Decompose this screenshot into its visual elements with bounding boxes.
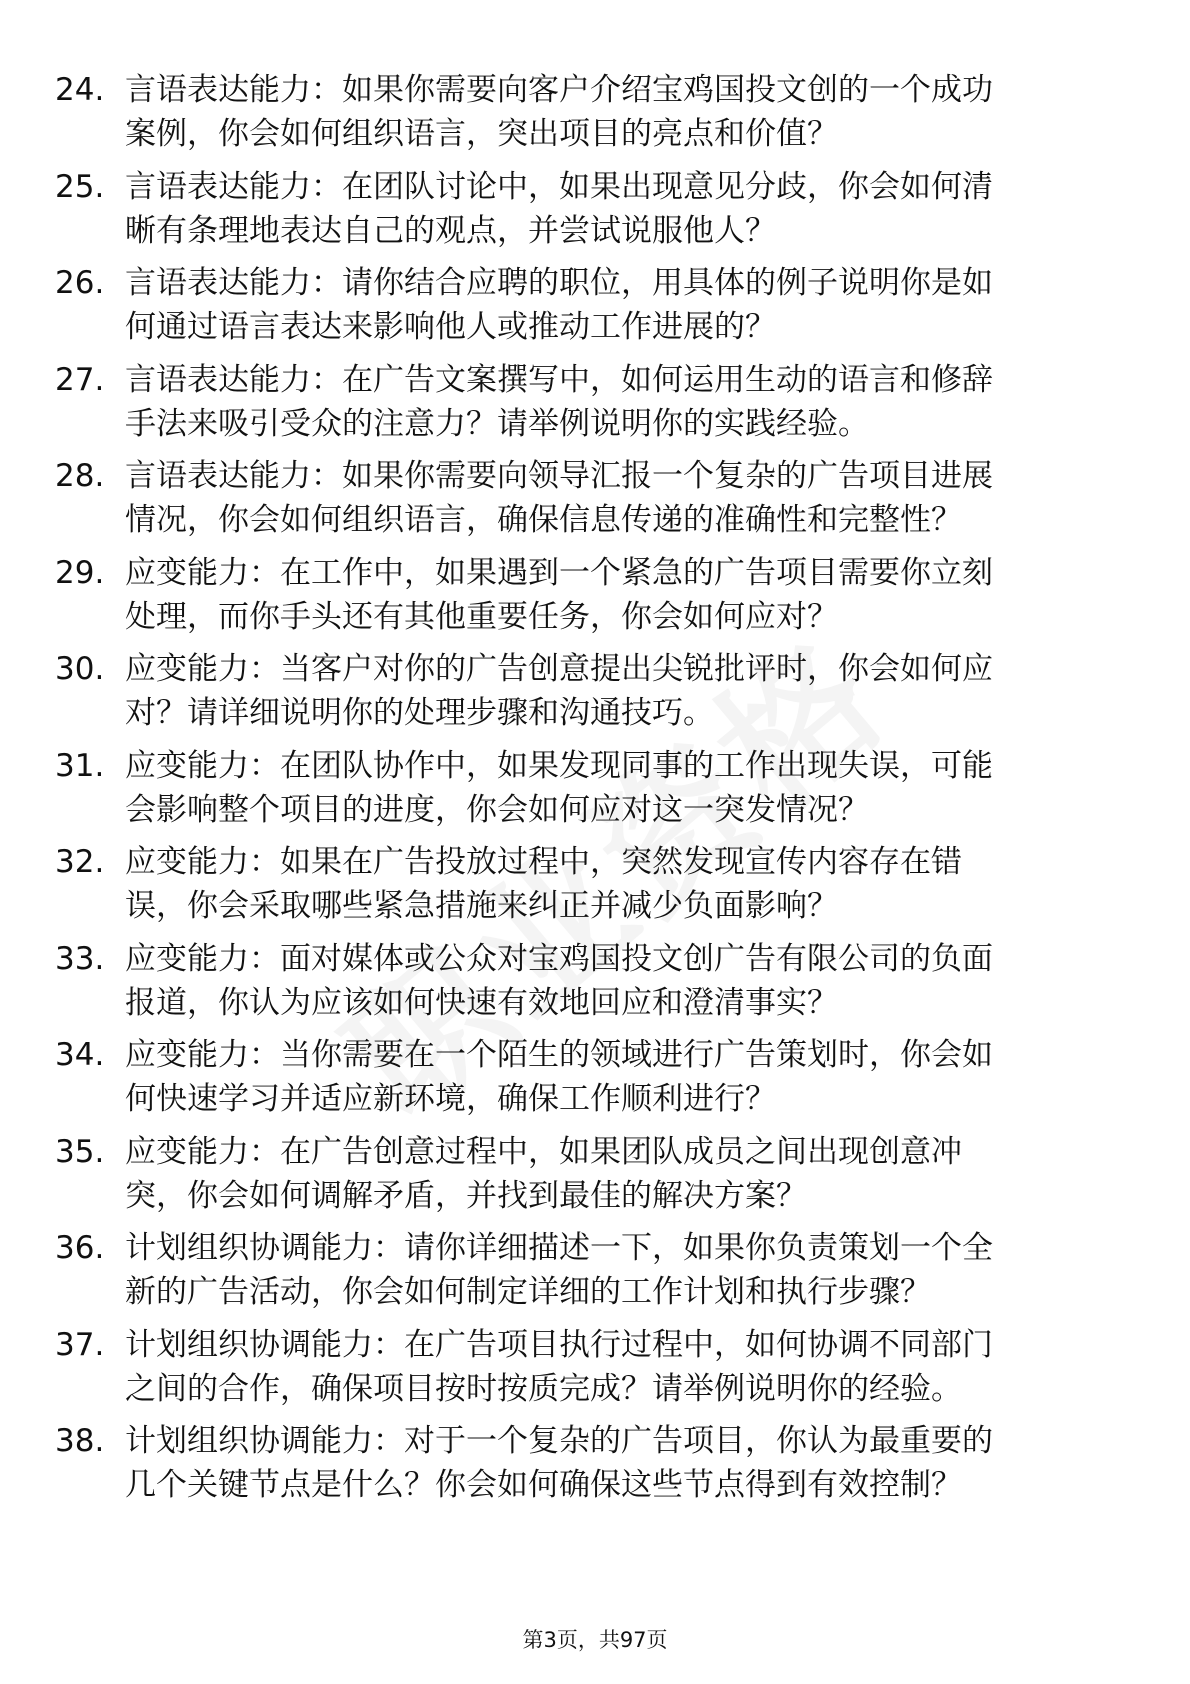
question-text-line: 晰有条理地表达自己的观点，并尝试说服他人？ bbox=[125, 212, 776, 249]
question-item bbox=[55, 744, 1125, 834]
question-number: 36. bbox=[55, 1230, 105, 1266]
question-text-line: 新的广告活动，你会如何制定详细的工作计划和执行步骤？ bbox=[125, 1274, 931, 1310]
question-text-line: 应变能力：当你需要在一个陌生的领域进行广告策划时，你会如 bbox=[125, 1037, 993, 1073]
question-number: 28. bbox=[55, 458, 105, 494]
question-text-line: 应变能力：如果在广告投放过程中，突然发现宣传内容存在错 bbox=[125, 844, 962, 880]
question-text-line: 对？请详细说明你的处理步骤和沟通技巧。 bbox=[125, 695, 714, 731]
question-number: 25. bbox=[55, 168, 105, 205]
question-number: 34. bbox=[55, 1037, 105, 1073]
question-text-line: 应变能力：在广告创意过程中，如果团队成员之间出现创意冲 bbox=[125, 1133, 962, 1170]
question-text bbox=[125, 1033, 1125, 1121]
question-text-line: 计划组织协调能力：在广告项目执行过程中，如何协调不同部门 bbox=[125, 1326, 993, 1363]
question-text bbox=[125, 1419, 1125, 1507]
question-item bbox=[55, 1323, 1125, 1413]
question-text-line: 报道，你认为应该如何快速有效地回应和澄清事实？ bbox=[125, 984, 838, 1021]
question-item bbox=[55, 840, 1125, 930]
page-footer bbox=[0, 1625, 1190, 1655]
question-text bbox=[125, 1130, 1125, 1218]
question-text bbox=[125, 261, 1125, 349]
question-number: 29. bbox=[55, 554, 105, 591]
question-item bbox=[55, 647, 1125, 737]
question-text-line: 应变能力：在团队协作中，如果发现同事的工作出现失误，可能 bbox=[125, 747, 993, 784]
question-number: 24. bbox=[55, 72, 105, 108]
question-text-line: 情况，你会如何组织语言，确保信息传递的准确性和完整性？ bbox=[125, 502, 962, 538]
question-text-line: 几个关键节点是什么？你会如何确保这些节点得到有效控制？ bbox=[125, 1467, 962, 1503]
question-item bbox=[55, 454, 1125, 544]
question-text bbox=[125, 68, 1125, 156]
question-text-line: 言语表达能力：如果你需要向客户介绍宝鸡国投文创的一个成功 bbox=[125, 72, 993, 108]
question-text-line: 应变能力：面对媒体或公众对宝鸡国投文创广告有限公司的负面 bbox=[125, 940, 993, 977]
question-text-line: 言语表达能力：在团队讨论中，如果出现意见分歧，你会如何清 bbox=[125, 168, 993, 205]
question-item bbox=[55, 261, 1125, 351]
question-text bbox=[125, 454, 1125, 542]
question-text-line: 言语表达能力：如果你需要向领导汇报一个复杂的广告项目进展 bbox=[125, 458, 993, 494]
question-text-line: 言语表达能力：请你结合应聘的职位，用具体的例子说明你是如 bbox=[125, 265, 993, 301]
question-text bbox=[125, 358, 1125, 446]
question-text-line: 计划组织协调能力：请你详细描述一下，如果你负责策划一个全 bbox=[125, 1230, 993, 1266]
question-item bbox=[55, 1130, 1125, 1220]
question-text-line: 手法来吸引受众的注意力？请举例说明你的实践经验。 bbox=[125, 405, 869, 442]
question-text-line: 应变能力：在工作中，如果遇到一个紧急的广告项目需要你立刻 bbox=[125, 554, 993, 591]
question-item bbox=[55, 358, 1125, 448]
question-text-line: 处理，而你手头还有其他重要任务，你会如何应对？ bbox=[125, 598, 838, 635]
question-number: 35. bbox=[55, 1133, 105, 1170]
question-number: 30. bbox=[55, 651, 105, 687]
question-number: 32. bbox=[55, 844, 105, 880]
question-text-line: 何快速学习并适应新环境，确保工作顺利进行？ bbox=[125, 1081, 776, 1117]
question-number: 38. bbox=[55, 1423, 105, 1459]
question-text bbox=[125, 1323, 1125, 1411]
question-text-line: 应变能力：当客户对你的广告创意提出尖锐批评时，你会如何应 bbox=[125, 651, 993, 687]
question-text-line: 计划组织协调能力：对于一个复杂的广告项目，你认为最重要的 bbox=[125, 1423, 993, 1459]
question-number: 27. bbox=[55, 361, 105, 398]
question-item bbox=[55, 165, 1125, 255]
question-item bbox=[55, 68, 1125, 158]
question-item bbox=[55, 937, 1125, 1027]
question-text bbox=[125, 551, 1125, 639]
question-text-line: 案例，你会如何组织语言，突出项目的亮点和价值？ bbox=[125, 116, 838, 152]
question-text-line: 何通过语言表达来影响他人或推动工作进展的？ bbox=[125, 309, 776, 345]
question-text-line: 突，你会如何调解矛盾，并找到最佳的解决方案？ bbox=[125, 1177, 807, 1214]
question-text bbox=[125, 937, 1125, 1025]
question-number: 37. bbox=[55, 1326, 105, 1363]
question-text bbox=[125, 165, 1125, 253]
question-item bbox=[55, 551, 1125, 641]
question-number: 31. bbox=[55, 747, 105, 784]
question-text-line: 误，你会采取哪些紧急措施来纠正并减少负面影响？ bbox=[125, 888, 838, 924]
question-number: 33. bbox=[55, 940, 105, 977]
question-item bbox=[55, 1033, 1125, 1123]
question-text-line: 之间的合作，确保项目按时按质完成？请举例说明你的经验。 bbox=[125, 1370, 962, 1407]
question-item bbox=[55, 1419, 1125, 1509]
question-text bbox=[125, 1226, 1125, 1314]
question-item bbox=[55, 1226, 1125, 1316]
question-text-line: 言语表达能力：在广告文案撰写中，如何运用生动的语言和修辞 bbox=[125, 361, 993, 398]
page-number: 第3页，共97页 bbox=[522, 1628, 668, 1652]
question-number: 26. bbox=[55, 265, 105, 301]
question-text bbox=[125, 840, 1125, 928]
question-text-line: 会影响整个项目的进度，你会如何应对这一突发情况？ bbox=[125, 791, 869, 828]
question-text bbox=[125, 744, 1125, 832]
question-text bbox=[125, 647, 1125, 735]
